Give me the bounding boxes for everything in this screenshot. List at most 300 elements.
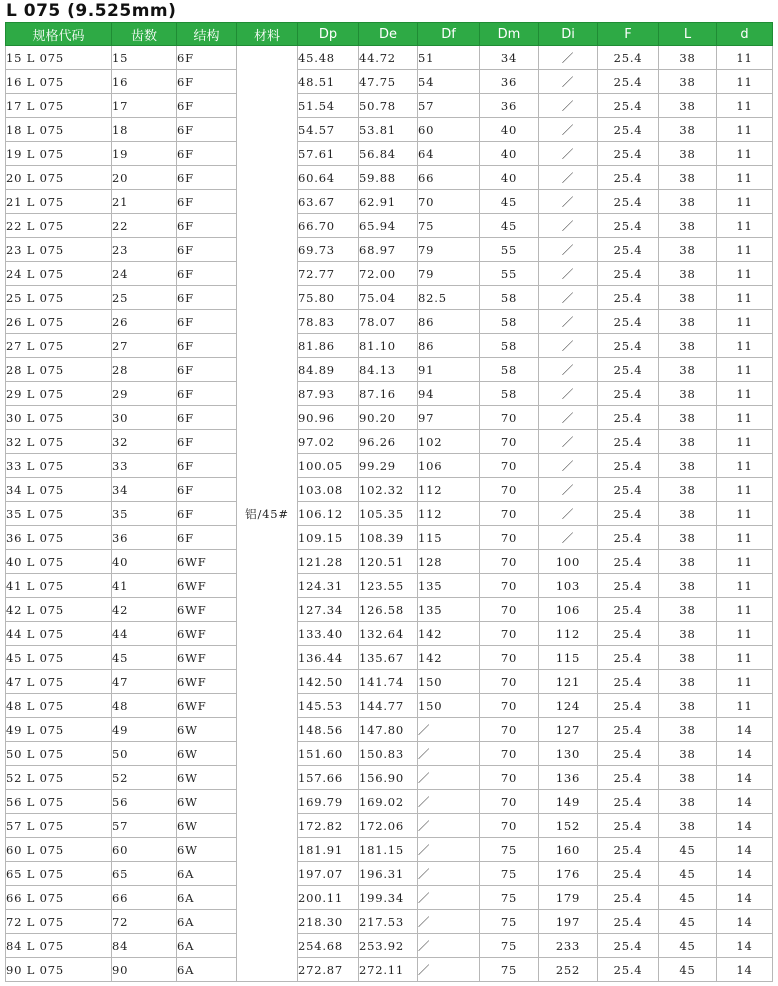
cell-de: 96.26 [359, 430, 418, 454]
cell-de: 75.04 [359, 286, 418, 310]
cell-d: 11 [717, 646, 773, 670]
cell-di: ／ [539, 382, 598, 406]
cell-di: ／ [539, 358, 598, 382]
cell-d: 14 [717, 862, 773, 886]
cell-structure: 6W [177, 742, 237, 766]
cell-dp: 151.60 [298, 742, 359, 766]
cell-code: 17 L 075 [6, 94, 112, 118]
cell-d: 11 [717, 190, 773, 214]
cell-d: 11 [717, 166, 773, 190]
cell-d: 11 [717, 310, 773, 334]
cell-di: ／ [539, 262, 598, 286]
cell-di: ／ [539, 406, 598, 430]
cell-dp: 109.15 [298, 526, 359, 550]
cell-di: 121 [539, 670, 598, 694]
cell-df: 142 [418, 622, 480, 646]
cell-code: 25 L 075 [6, 286, 112, 310]
table-row [6, 478, 773, 502]
cell-code: 18 L 075 [6, 118, 112, 142]
cell-l: 38 [659, 622, 717, 646]
table-row [6, 934, 773, 958]
cell-teeth: 19 [112, 142, 177, 166]
cell-de: 99.29 [359, 454, 418, 478]
cell-di: 130 [539, 742, 598, 766]
cell-di: 127 [539, 718, 598, 742]
cell-dp: 84.89 [298, 358, 359, 382]
cell-dp: 121.28 [298, 550, 359, 574]
cell-code: 56 L 075 [6, 790, 112, 814]
cell-di: 106 [539, 598, 598, 622]
cell-l: 38 [659, 718, 717, 742]
cell-structure: 6F [177, 478, 237, 502]
cell-dm: 70 [480, 742, 539, 766]
cell-dm: 36 [480, 70, 539, 94]
cell-de: 56.84 [359, 142, 418, 166]
table-row [6, 46, 773, 70]
cell-f: 25.4 [598, 886, 659, 910]
cell-teeth: 21 [112, 190, 177, 214]
cell-code: 65 L 075 [6, 862, 112, 886]
cell-dm: 75 [480, 910, 539, 934]
pulley-spec-table [5, 22, 773, 982]
cell-l: 38 [659, 142, 717, 166]
cell-dp: 133.40 [298, 622, 359, 646]
cell-de: 181.15 [359, 838, 418, 862]
table-row [6, 214, 773, 238]
cell-l: 45 [659, 910, 717, 934]
cell-f: 25.4 [598, 550, 659, 574]
cell-dm: 70 [480, 622, 539, 646]
cell-di: ／ [539, 94, 598, 118]
cell-dp: 45.48 [298, 46, 359, 70]
table-row [6, 190, 773, 214]
table-row [6, 670, 773, 694]
cell-d: 14 [717, 742, 773, 766]
cell-d: 11 [717, 382, 773, 406]
cell-f: 25.4 [598, 574, 659, 598]
cell-f: 25.4 [598, 430, 659, 454]
cell-teeth: 49 [112, 718, 177, 742]
cell-f: 25.4 [598, 166, 659, 190]
cell-structure: 6F [177, 94, 237, 118]
cell-df: ／ [418, 958, 480, 982]
cell-teeth: 16 [112, 70, 177, 94]
cell-df: ／ [418, 766, 480, 790]
cell-de: 81.10 [359, 334, 418, 358]
cell-de: 196.31 [359, 862, 418, 886]
cell-df: 128 [418, 550, 480, 574]
cell-code: 16 L 075 [6, 70, 112, 94]
cell-dp: 87.93 [298, 382, 359, 406]
cell-f: 25.4 [598, 742, 659, 766]
table-row [6, 262, 773, 286]
table-row [6, 358, 773, 382]
cell-df: 51 [418, 46, 480, 70]
cell-d: 11 [717, 670, 773, 694]
cell-code: 34 L 075 [6, 478, 112, 502]
cell-de: 105.35 [359, 502, 418, 526]
cell-code: 26 L 075 [6, 310, 112, 334]
cell-material: 铝/45# [237, 46, 298, 982]
cell-di: ／ [539, 118, 598, 142]
cell-dp: 157.66 [298, 766, 359, 790]
cell-de: 199.34 [359, 886, 418, 910]
cell-f: 25.4 [598, 814, 659, 838]
cell-di: 115 [539, 646, 598, 670]
cell-di: 136 [539, 766, 598, 790]
cell-de: 126.58 [359, 598, 418, 622]
cell-dm: 34 [480, 46, 539, 70]
cell-df: ／ [418, 862, 480, 886]
cell-code: 20 L 075 [6, 166, 112, 190]
cell-di: ／ [539, 502, 598, 526]
cell-l: 38 [659, 334, 717, 358]
cell-code: 90 L 075 [6, 958, 112, 982]
col-header-structure: 结构 [177, 23, 237, 46]
cell-df: 135 [418, 598, 480, 622]
cell-d: 11 [717, 334, 773, 358]
cell-d: 11 [717, 262, 773, 286]
cell-d: 11 [717, 502, 773, 526]
cell-l: 38 [659, 238, 717, 262]
cell-di: ／ [539, 334, 598, 358]
cell-dm: 70 [480, 526, 539, 550]
cell-dm: 58 [480, 286, 539, 310]
cell-teeth: 36 [112, 526, 177, 550]
cell-structure: 6F [177, 142, 237, 166]
cell-d: 11 [717, 358, 773, 382]
cell-l: 38 [659, 286, 717, 310]
cell-l: 38 [659, 70, 717, 94]
cell-structure: 6WF [177, 646, 237, 670]
cell-structure: 6W [177, 790, 237, 814]
cell-dm: 70 [480, 694, 539, 718]
cell-structure: 6F [177, 190, 237, 214]
cell-dm: 40 [480, 118, 539, 142]
cell-df: 75 [418, 214, 480, 238]
cell-dm: 58 [480, 382, 539, 406]
cell-structure: 6A [177, 910, 237, 934]
col-header-l: L [659, 23, 717, 46]
cell-code: 24 L 075 [6, 262, 112, 286]
col-header-de: De [359, 23, 418, 46]
cell-dp: 100.05 [298, 454, 359, 478]
cell-l: 38 [659, 670, 717, 694]
cell-dm: 58 [480, 310, 539, 334]
cell-teeth: 56 [112, 790, 177, 814]
cell-l: 38 [659, 46, 717, 70]
cell-code: 52 L 075 [6, 766, 112, 790]
cell-l: 38 [659, 694, 717, 718]
cell-code: 49 L 075 [6, 718, 112, 742]
cell-dp: 90.96 [298, 406, 359, 430]
cell-df: 135 [418, 574, 480, 598]
cell-de: 108.39 [359, 526, 418, 550]
cell-de: 47.75 [359, 70, 418, 94]
cell-structure: 6WF [177, 622, 237, 646]
cell-structure: 6F [177, 382, 237, 406]
cell-dm: 70 [480, 766, 539, 790]
cell-l: 38 [659, 430, 717, 454]
cell-dp: 48.51 [298, 70, 359, 94]
cell-f: 25.4 [598, 910, 659, 934]
cell-f: 25.4 [598, 622, 659, 646]
cell-df: 82.5 [418, 286, 480, 310]
cell-df: 106 [418, 454, 480, 478]
col-header-teeth: 齿数 [112, 23, 177, 46]
cell-dm: 75 [480, 958, 539, 982]
cell-f: 25.4 [598, 358, 659, 382]
cell-dp: 66.70 [298, 214, 359, 238]
table-row [6, 526, 773, 550]
cell-l: 38 [659, 478, 717, 502]
cell-df: 150 [418, 694, 480, 718]
cell-l: 38 [659, 118, 717, 142]
cell-de: 53.81 [359, 118, 418, 142]
cell-f: 25.4 [598, 478, 659, 502]
cell-l: 38 [659, 94, 717, 118]
cell-de: 123.55 [359, 574, 418, 598]
cell-d: 11 [717, 406, 773, 430]
cell-df: 70 [418, 190, 480, 214]
cell-di: ／ [539, 190, 598, 214]
cell-dm: 70 [480, 598, 539, 622]
cell-di: ／ [539, 142, 598, 166]
cell-dm: 70 [480, 550, 539, 574]
cell-di: ／ [539, 70, 598, 94]
cell-de: 141.74 [359, 670, 418, 694]
cell-dp: 69.73 [298, 238, 359, 262]
table-row [6, 334, 773, 358]
cell-code: 19 L 075 [6, 142, 112, 166]
col-header-dp: Dp [298, 23, 359, 46]
cell-di: 233 [539, 934, 598, 958]
cell-dp: 127.34 [298, 598, 359, 622]
cell-dp: 197.07 [298, 862, 359, 886]
table-row [6, 862, 773, 886]
cell-f: 25.4 [598, 406, 659, 430]
cell-teeth: 15 [112, 46, 177, 70]
cell-dm: 36 [480, 94, 539, 118]
cell-de: 78.07 [359, 310, 418, 334]
cell-df: 102 [418, 430, 480, 454]
cell-d: 11 [717, 598, 773, 622]
cell-l: 38 [659, 310, 717, 334]
cell-dp: 218.30 [298, 910, 359, 934]
cell-code: 29 L 075 [6, 382, 112, 406]
cell-df: 115 [418, 526, 480, 550]
cell-structure: 6F [177, 262, 237, 286]
cell-d: 11 [717, 118, 773, 142]
cell-dm: 58 [480, 358, 539, 382]
cell-d: 14 [717, 934, 773, 958]
cell-de: 169.02 [359, 790, 418, 814]
cell-d: 14 [717, 766, 773, 790]
cell-teeth: 45 [112, 646, 177, 670]
cell-di: 100 [539, 550, 598, 574]
cell-structure: 6F [177, 358, 237, 382]
cell-l: 38 [659, 502, 717, 526]
cell-d: 14 [717, 886, 773, 910]
cell-di: ／ [539, 166, 598, 190]
cell-f: 25.4 [598, 142, 659, 166]
cell-structure: 6F [177, 310, 237, 334]
cell-structure: 6A [177, 958, 237, 982]
cell-teeth: 72 [112, 910, 177, 934]
cell-df: ／ [418, 886, 480, 910]
cell-f: 25.4 [598, 382, 659, 406]
cell-de: 272.11 [359, 958, 418, 982]
cell-df: ／ [418, 934, 480, 958]
cell-df: ／ [418, 790, 480, 814]
cell-df: 64 [418, 142, 480, 166]
cell-dp: 136.44 [298, 646, 359, 670]
cell-dm: 45 [480, 190, 539, 214]
cell-df: 112 [418, 478, 480, 502]
cell-d: 11 [717, 238, 773, 262]
cell-de: 87.16 [359, 382, 418, 406]
cell-l: 38 [659, 742, 717, 766]
cell-teeth: 29 [112, 382, 177, 406]
cell-structure: 6F [177, 118, 237, 142]
cell-df: 94 [418, 382, 480, 406]
cell-structure: 6F [177, 166, 237, 190]
cell-de: 50.78 [359, 94, 418, 118]
cell-structure: 6W [177, 838, 237, 862]
cell-de: 132.64 [359, 622, 418, 646]
cell-teeth: 42 [112, 598, 177, 622]
cell-f: 25.4 [598, 718, 659, 742]
cell-d: 11 [717, 94, 773, 118]
table-row [6, 694, 773, 718]
cell-structure: 6A [177, 862, 237, 886]
cell-structure: 6F [177, 454, 237, 478]
table-row [6, 574, 773, 598]
cell-df: 54 [418, 70, 480, 94]
cell-code: 84 L 075 [6, 934, 112, 958]
cell-di: 152 [539, 814, 598, 838]
cell-dm: 70 [480, 790, 539, 814]
cell-df: 97 [418, 406, 480, 430]
cell-dp: 72.77 [298, 262, 359, 286]
cell-structure: 6F [177, 502, 237, 526]
cell-dm: 70 [480, 430, 539, 454]
cell-d: 14 [717, 814, 773, 838]
table-row [6, 598, 773, 622]
cell-dm: 70 [480, 814, 539, 838]
cell-f: 25.4 [598, 526, 659, 550]
cell-l: 38 [659, 790, 717, 814]
cell-teeth: 27 [112, 334, 177, 358]
cell-dp: 103.08 [298, 478, 359, 502]
cell-structure: 6F [177, 46, 237, 70]
cell-di: ／ [539, 286, 598, 310]
cell-d: 11 [717, 70, 773, 94]
cell-df: ／ [418, 814, 480, 838]
cell-l: 38 [659, 214, 717, 238]
cell-f: 25.4 [598, 46, 659, 70]
cell-teeth: 24 [112, 262, 177, 286]
cell-teeth: 33 [112, 454, 177, 478]
table-row [6, 382, 773, 406]
table-row [6, 814, 773, 838]
cell-dm: 70 [480, 406, 539, 430]
cell-di: 112 [539, 622, 598, 646]
cell-code: 32 L 075 [6, 430, 112, 454]
cell-de: 172.06 [359, 814, 418, 838]
cell-l: 38 [659, 454, 717, 478]
cell-structure: 6W [177, 814, 237, 838]
cell-df: ／ [418, 910, 480, 934]
cell-d: 11 [717, 574, 773, 598]
cell-dm: 70 [480, 718, 539, 742]
cell-structure: 6F [177, 406, 237, 430]
cell-dp: 78.83 [298, 310, 359, 334]
cell-teeth: 22 [112, 214, 177, 238]
cell-f: 25.4 [598, 238, 659, 262]
cell-di: 176 [539, 862, 598, 886]
cell-teeth: 66 [112, 886, 177, 910]
cell-l: 38 [659, 406, 717, 430]
cell-d: 11 [717, 430, 773, 454]
cell-de: 44.72 [359, 46, 418, 70]
cell-df: 86 [418, 334, 480, 358]
cell-code: 50 L 075 [6, 742, 112, 766]
cell-dp: 54.57 [298, 118, 359, 142]
page-title: L 075 (9.525mm) [6, 1, 177, 21]
cell-teeth: 84 [112, 934, 177, 958]
cell-structure: 6WF [177, 574, 237, 598]
cell-code: 57 L 075 [6, 814, 112, 838]
cell-structure: 6F [177, 214, 237, 238]
cell-teeth: 44 [112, 622, 177, 646]
cell-de: 65.94 [359, 214, 418, 238]
cell-f: 25.4 [598, 838, 659, 862]
cell-structure: 6F [177, 238, 237, 262]
cell-df: 57 [418, 94, 480, 118]
cell-teeth: 65 [112, 862, 177, 886]
cell-teeth: 26 [112, 310, 177, 334]
cell-d: 11 [717, 550, 773, 574]
cell-de: 68.97 [359, 238, 418, 262]
table-row [6, 766, 773, 790]
table-row [6, 622, 773, 646]
cell-di: ／ [539, 526, 598, 550]
cell-code: 21 L 075 [6, 190, 112, 214]
cell-d: 11 [717, 46, 773, 70]
cell-f: 25.4 [598, 598, 659, 622]
cell-dp: 148.56 [298, 718, 359, 742]
table-row [6, 430, 773, 454]
col-header-d: d [717, 23, 773, 46]
cell-de: 62.91 [359, 190, 418, 214]
table-row [6, 550, 773, 574]
cell-di: 160 [539, 838, 598, 862]
cell-l: 38 [659, 814, 717, 838]
cell-dm: 70 [480, 646, 539, 670]
col-header-code: 规格代码 [6, 23, 112, 46]
cell-l: 38 [659, 190, 717, 214]
table-row [6, 742, 773, 766]
cell-de: 144.77 [359, 694, 418, 718]
cell-code: 42 L 075 [6, 598, 112, 622]
cell-structure: 6WF [177, 694, 237, 718]
cell-dp: 145.53 [298, 694, 359, 718]
cell-de: 150.83 [359, 742, 418, 766]
cell-l: 38 [659, 574, 717, 598]
cell-dm: 40 [480, 166, 539, 190]
cell-teeth: 60 [112, 838, 177, 862]
